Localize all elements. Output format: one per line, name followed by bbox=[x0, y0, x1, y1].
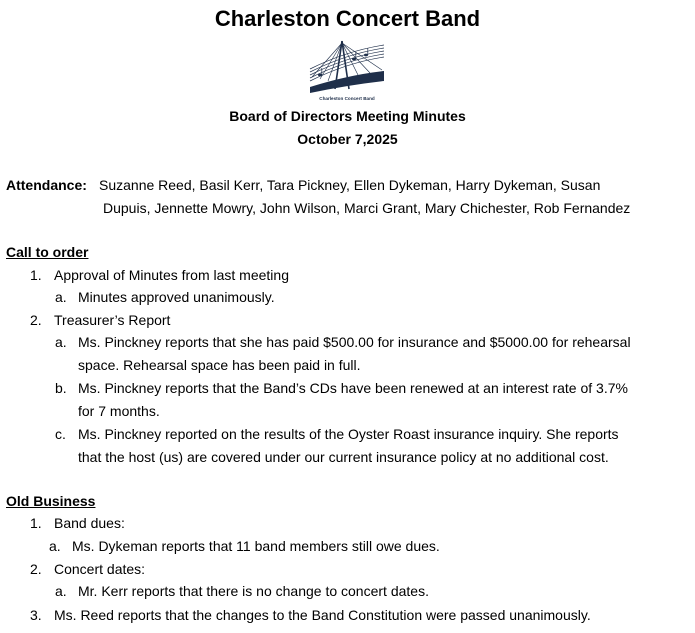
list-number: 2. bbox=[30, 312, 42, 328]
doc-title: Board of Directors Meeting Minutes bbox=[229, 108, 466, 124]
list-letter: a. bbox=[55, 289, 67, 305]
list-number: 2. bbox=[30, 561, 42, 577]
list-item: Ms. Reed reports that the changes to the Band Constitution were passed unanimously. bbox=[54, 607, 591, 623]
attendance-names-line2: Dupuis, Jennette Mowry, John Wilson, Marci Grant, Mary Chichester, Rob Fernandez bbox=[103, 200, 631, 216]
attendance-names-line1: Suzanne Reed, Basil Kerr, Tara Pickney, Ellen Dykeman, Harry Dykeman, Susan bbox=[99, 177, 601, 193]
list-number: 3. bbox=[30, 607, 42, 623]
list-letter: a. bbox=[55, 583, 67, 599]
list-subitem: Ms. Pinckney reports that the Band’s CDs have been renewed at an interest rate of 3.7% bbox=[78, 380, 628, 396]
list-subitem-cont: space. Rehearsal space has been paid in full. bbox=[78, 357, 361, 373]
list-subitem: Minutes approved unanimously. bbox=[78, 289, 275, 305]
org-title: Charleston Concert Band bbox=[214, 6, 481, 31]
list-number: 1. bbox=[30, 267, 42, 283]
list-letter: b. bbox=[55, 380, 67, 396]
list-subitem: Ms. Pinckney reports that she has paid $500.00 for insurance and $5000.00 for rehearsal bbox=[78, 334, 631, 350]
list-letter: c. bbox=[55, 426, 66, 442]
old-business-heading: Old Business bbox=[6, 493, 96, 509]
attendance-label: Attendance: bbox=[6, 177, 87, 193]
doc-date: October 7,2025 bbox=[297, 131, 398, 147]
list-subitem: Ms. Dykeman reports that 11 band members still owe dues. bbox=[72, 538, 440, 554]
call-to-order-heading: Call to order bbox=[6, 244, 89, 260]
list-item: Treasurer’s Report bbox=[54, 312, 171, 328]
logo-caption: Charleston Concert Band bbox=[319, 96, 375, 101]
list-subitem-cont: that the host (us) are covered under our current insurance policy at no additional cost. bbox=[78, 449, 609, 465]
list-number: 1. bbox=[30, 515, 42, 531]
list-item: Band dues: bbox=[54, 515, 125, 531]
band-logo-icon bbox=[308, 37, 386, 103]
list-subitem: Ms. Pinckney reported on the results of the Oyster Roast insurance inquiry. She reports bbox=[78, 426, 619, 442]
list-letter: a. bbox=[55, 334, 67, 350]
list-letter: a. bbox=[49, 538, 61, 554]
list-subitem-cont: for 7 months. bbox=[78, 403, 160, 419]
list-item: Concert dates: bbox=[54, 561, 146, 577]
list-item: Approval of Minutes from last meeting bbox=[54, 267, 289, 283]
list-subitem: Mr. Kerr reports that there is no change to concert dates. bbox=[78, 583, 429, 599]
